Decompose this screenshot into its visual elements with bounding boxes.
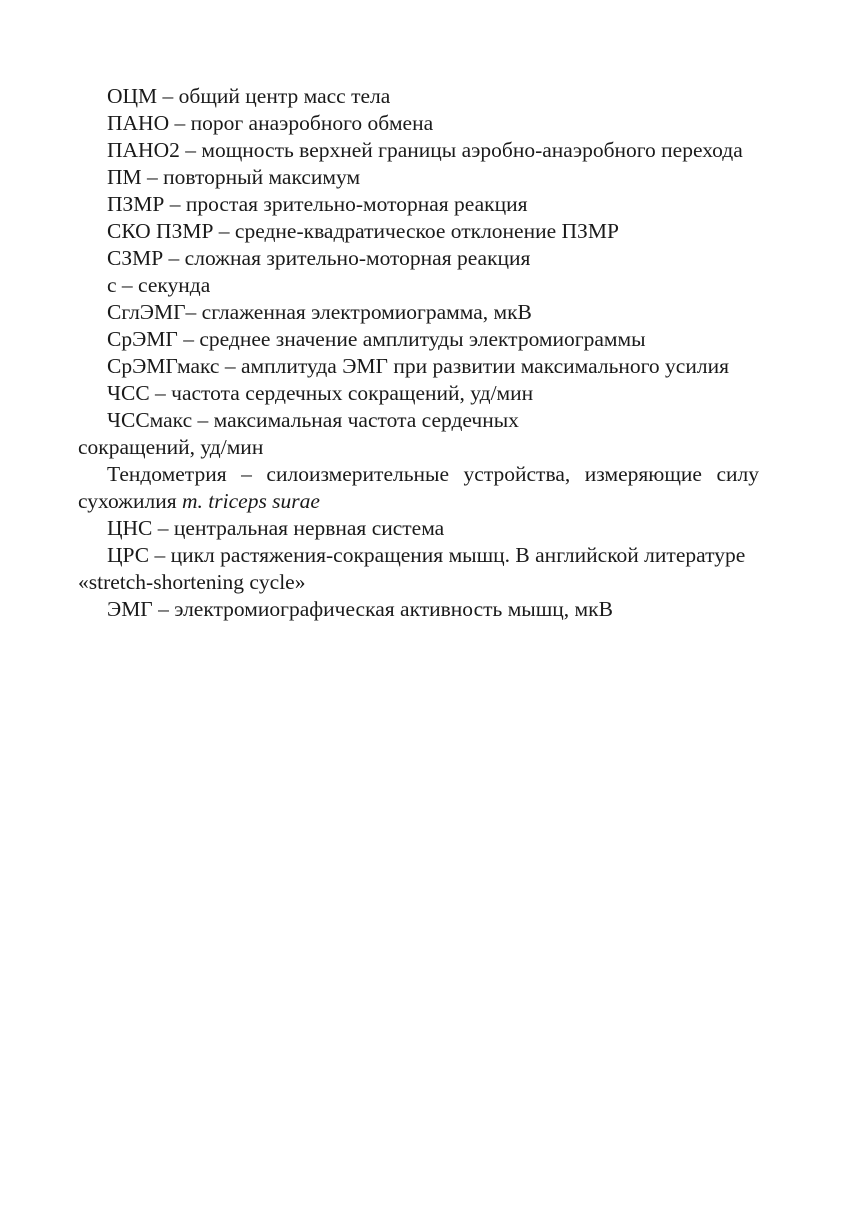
glossary-entry-pm: ПМ – повторный максимум bbox=[107, 165, 361, 189]
glossary-entry-cns: ЦНС – центральная нервная система bbox=[107, 516, 445, 540]
glossary-entry-hr-max-line1: ЧССмакс – максимальная частота сердечных bbox=[107, 408, 519, 432]
glossary-entry-second: с – секунда bbox=[107, 273, 211, 297]
glossary-entry-hr: ЧСС – частота сердечных сокращений, уд/мин bbox=[107, 381, 534, 405]
glossary-entry-tendometry bbox=[78, 461, 759, 515]
glossary-entry-mean-emg: СрЭМГ – среднее значение амплитуды электромиограммы bbox=[107, 327, 646, 351]
glossary-entry-hr-max bbox=[78, 407, 759, 461]
glossary-entry-sko-pzmr: СКО ПЗМР – средне-квадратическое отклонение ПЗМР bbox=[107, 219, 619, 243]
glossary-entry-hr-max-line2: сокращений, уд/мин bbox=[78, 435, 264, 459]
glossary-entry-smoothed-emg: СглЭМГ– сглаженная электромиограмма, мкВ bbox=[107, 300, 532, 324]
glossary-entry-pano2: ПАНО2 – мощность верхней границы аэробно-анаэробного перехода bbox=[107, 138, 743, 162]
glossary-entry-pano: ПАНО – порог анаэробного обмена bbox=[107, 111, 434, 135]
glossary-entry-ssc: ЦРС – цикл растяжения-сокращения мышц. В английской литературе «stretch-shortening cycle» bbox=[78, 543, 746, 594]
glossary-entry-mean-emg-max: СрЭМГмакс – амплитуда ЭМГ при развитии максимального усилия bbox=[107, 354, 729, 378]
glossary-entry-ocm: ОЦМ – общий центр масс тела bbox=[107, 84, 391, 108]
glossary-entry-emg: ЭМГ – электромиографическая активность мышц, мкВ bbox=[107, 597, 613, 621]
glossary-list bbox=[78, 83, 759, 623]
glossary-entry-tendometry-muscle: m. triceps surae bbox=[182, 489, 320, 513]
glossary-entry-pzmr: ПЗМР – простая зрительно-моторная реакция bbox=[107, 192, 528, 216]
glossary-entry-tendometry-text: Тендометрия – силоизмерительные устройства, измеряющие силу сухожилия bbox=[78, 462, 759, 513]
glossary-entry-szmr: СЗМР – сложная зрительно-моторная реакция bbox=[107, 246, 531, 270]
